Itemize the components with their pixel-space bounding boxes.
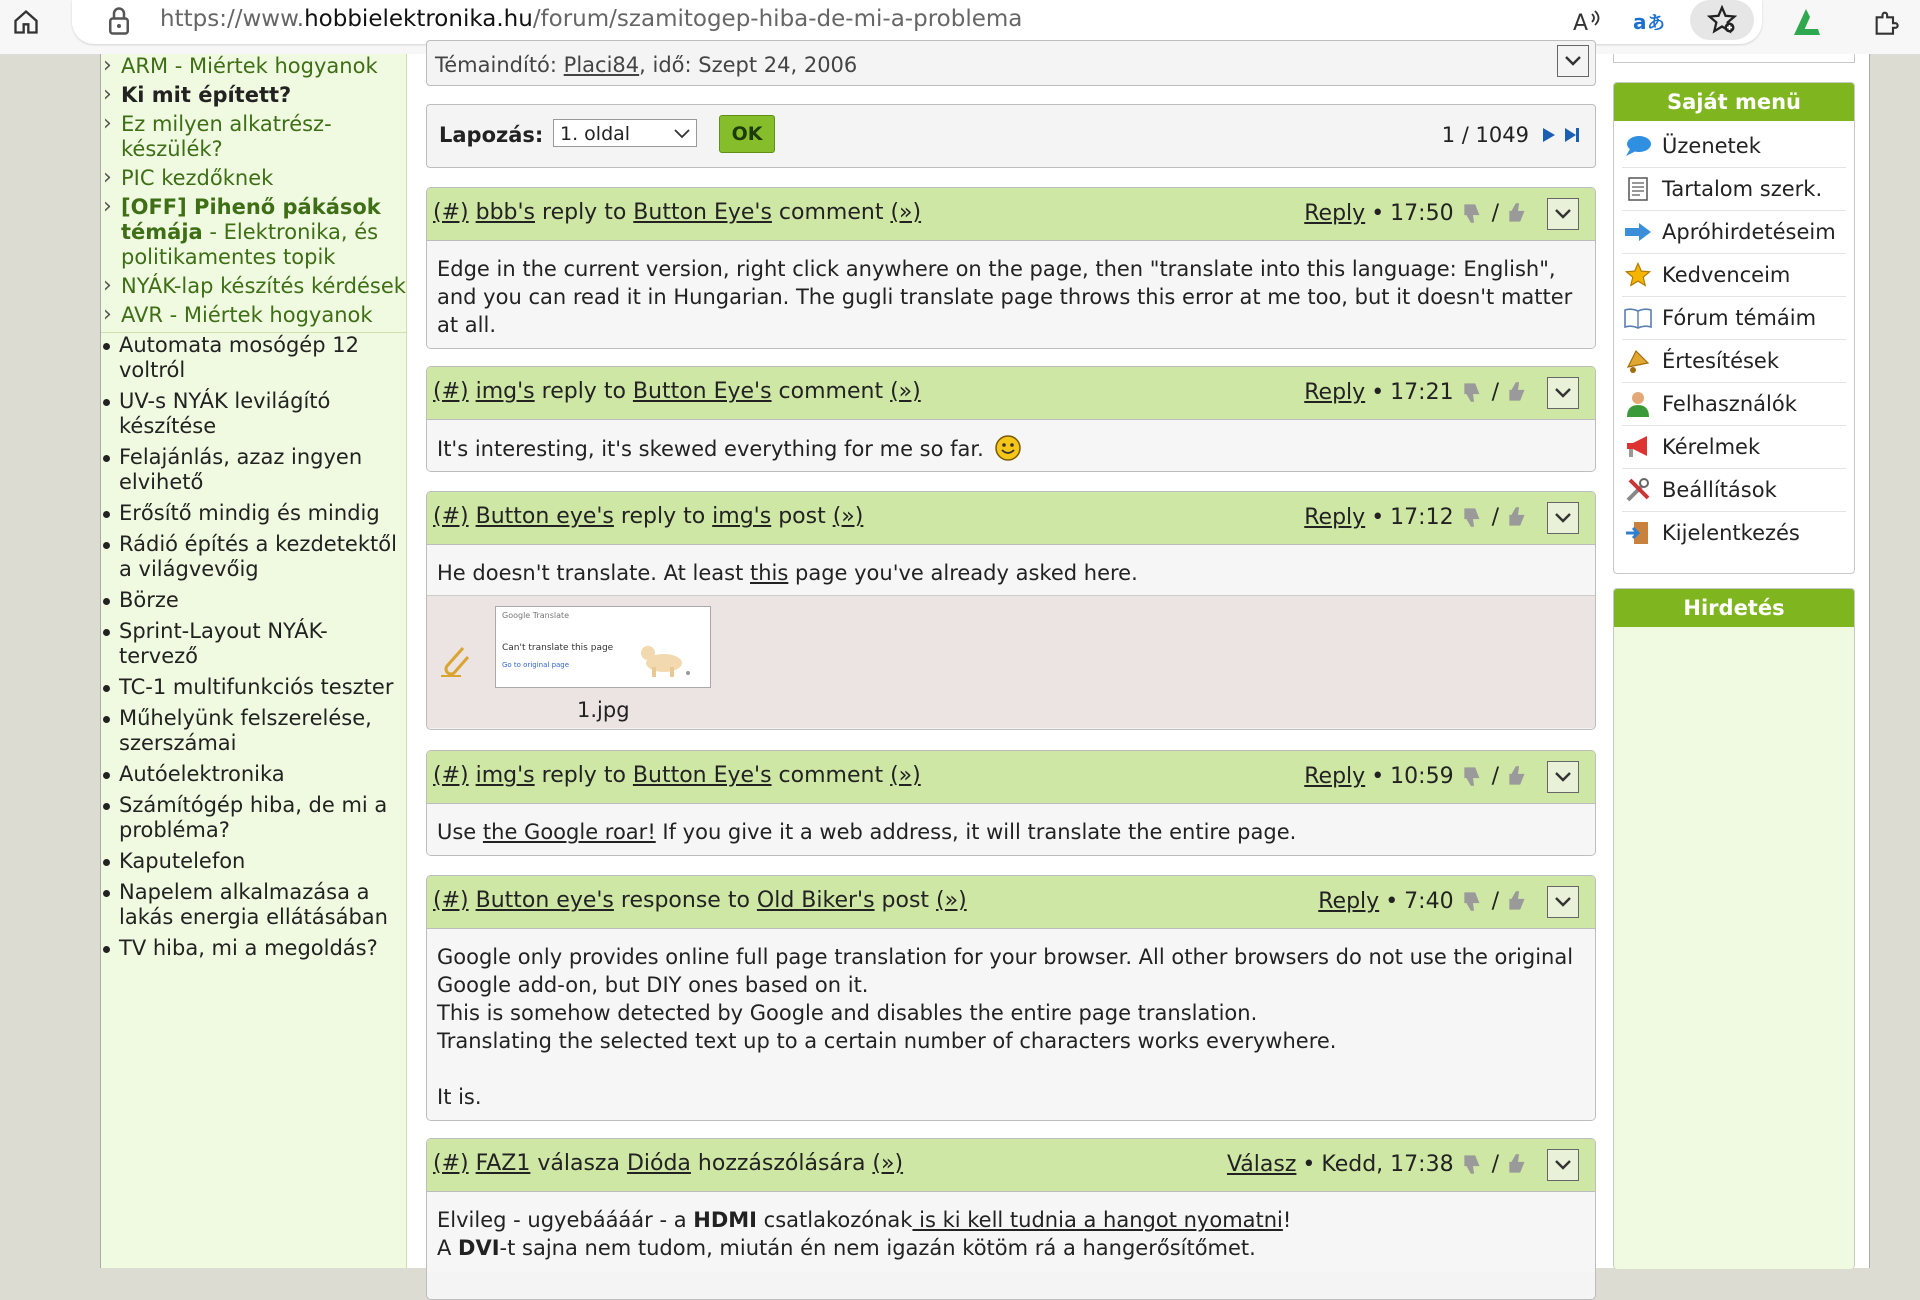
reply-link[interactable]: Reply xyxy=(1318,888,1380,914)
post-author-link[interactable]: FAZ1 xyxy=(475,1151,531,1176)
post-menu-button[interactable] xyxy=(1547,198,1579,230)
separator-dot: • xyxy=(1371,200,1385,226)
post-relation-text: reply to xyxy=(613,504,713,529)
logout-icon xyxy=(1624,519,1652,547)
vote-separator: / xyxy=(1491,200,1499,226)
thumbs-down-icon[interactable] xyxy=(1460,200,1486,226)
recent-topic-item[interactable]: Rádió építés a kezdetektől a világvevőig xyxy=(101,532,406,582)
speech-bubble-icon xyxy=(1624,134,1652,158)
last-page-icon[interactable] xyxy=(1563,127,1581,143)
next-page-icon[interactable] xyxy=(1541,127,1557,143)
thumbs-down-icon[interactable] xyxy=(1460,888,1486,914)
lock-icon[interactable] xyxy=(106,6,132,40)
pager-ok-button[interactable]: OK xyxy=(719,115,775,153)
post xyxy=(426,750,1596,856)
post-target-link[interactable]: Button Eye's xyxy=(632,379,772,404)
document-icon xyxy=(1626,176,1650,202)
post-text: Use xyxy=(437,820,483,844)
menu-item-forum-topics[interactable] xyxy=(1622,297,1846,340)
menu-item-label: Értesítések xyxy=(1662,349,1780,373)
menu-item-requests[interactable] xyxy=(1622,426,1846,469)
thumbnail-text: Can't translate this page xyxy=(502,643,614,653)
chevron-down-icon xyxy=(1554,387,1572,399)
menu-item-label: Kérelmek xyxy=(1662,435,1761,459)
post-target-link[interactable]: Old Biker's xyxy=(756,888,875,913)
thumbs-up-icon[interactable] xyxy=(1505,763,1531,789)
sidebar-top-edge xyxy=(1613,54,1855,63)
svg-text:a: a xyxy=(1633,10,1647,34)
post-parent-link[interactable]: (») xyxy=(890,379,921,404)
post-time: 17:12 xyxy=(1390,504,1454,530)
attachment-area xyxy=(427,595,1595,728)
topic-starter-label: Témaindító: xyxy=(435,53,557,77)
vote-separator: / xyxy=(1491,504,1499,530)
post-text: Translating the selected text up to a certain number of characters works everywhere. xyxy=(437,1029,1337,1053)
topic-item[interactable]: › AVR - Miértek hogyanok xyxy=(101,303,406,328)
tools-icon xyxy=(1624,476,1652,504)
chevron-down-icon xyxy=(1554,1159,1572,1171)
menu-item-label: Üzenetek xyxy=(1662,134,1761,158)
post-permalink[interactable]: (#) xyxy=(433,763,469,788)
star-icon xyxy=(1624,261,1652,289)
menu-item-label: Apróhirdetéseim xyxy=(1662,220,1836,244)
post-time: 17:21 xyxy=(1390,379,1454,405)
post-header xyxy=(427,367,1595,419)
thumbs-up-icon[interactable] xyxy=(1505,379,1531,405)
topic-item[interactable]: › NYÁK-lap készítés kérdések xyxy=(101,274,406,299)
post-relation-text: reply to xyxy=(535,200,634,225)
topic-info-expand-button[interactable] xyxy=(1557,45,1589,77)
post-author-link[interactable]: Button eye's xyxy=(475,888,614,913)
page-select[interactable] xyxy=(553,119,697,147)
separator-dot: • xyxy=(1371,763,1385,789)
post-kind-text: comment xyxy=(771,200,891,225)
thumbs-up-icon[interactable] xyxy=(1505,504,1531,530)
menu-item-content-edit[interactable] xyxy=(1622,168,1846,211)
left-sidebar xyxy=(101,54,407,1268)
ad-panel xyxy=(1613,588,1855,1269)
vote-separator: / xyxy=(1491,379,1499,405)
thumbs-down-icon[interactable] xyxy=(1460,504,1486,530)
menu-item-label: Felhasználók xyxy=(1662,392,1797,416)
reply-link[interactable]: Válasz xyxy=(1226,1151,1297,1177)
post-author-link[interactable]: Button eye's xyxy=(475,504,614,529)
svg-text:A: A xyxy=(1573,11,1589,36)
vote-separator: / xyxy=(1491,763,1499,789)
menu-item-label: Tartalom szerk. xyxy=(1662,177,1823,201)
post-text: It is. xyxy=(437,1085,482,1109)
recent-topic-item[interactable]: Napelem alkalmazása a lakás energia ellátásában xyxy=(101,880,406,930)
post-author-link[interactable]: img's xyxy=(475,763,535,788)
post-body xyxy=(427,240,1595,349)
menu-item-logout[interactable] xyxy=(1622,512,1846,554)
recent-topics-list xyxy=(101,333,406,961)
thumbs-down-icon[interactable] xyxy=(1460,379,1486,405)
post-text: Edge in the current version, right click anywhere on the page, then "translate into this language: English", and you can read it in Hungarian. The gugli translate page throws this error at me too, but it doesn't matter at all. xyxy=(437,257,1573,337)
svg-text:あ: あ xyxy=(1647,13,1665,34)
post-text: Google only provides online full page translation for your browser. All other browsers do not use the original Google add-on, but DIY ones based on it. xyxy=(437,945,1574,997)
own-menu-list xyxy=(1614,121,1854,558)
post xyxy=(426,491,1596,730)
post-header xyxy=(427,876,1595,928)
post-permalink[interactable]: (#) xyxy=(433,1151,469,1176)
post-author-link[interactable]: img's xyxy=(475,379,535,404)
post-author-link[interactable]: bbb's xyxy=(475,200,536,225)
user-icon xyxy=(1625,390,1651,418)
post-menu-button[interactable] xyxy=(1547,886,1579,918)
reply-link[interactable]: Reply xyxy=(1304,504,1366,530)
thumbnail-title: Google Translate xyxy=(502,611,570,620)
post-relation-text: reply to xyxy=(534,763,633,788)
attachment-thumbnail[interactable] xyxy=(495,606,711,688)
post-time: Kedd, 17:38 xyxy=(1321,1151,1454,1177)
recent-topic-item[interactable]: TC-1 multifunkciós teszter xyxy=(101,675,406,700)
post-kind-text: post xyxy=(771,504,833,529)
menu-item-favorites[interactable] xyxy=(1622,254,1846,297)
post-text: This is somehow detected by Google and disables the entire page translation. xyxy=(437,1001,1258,1025)
recent-topic-item[interactable]: Számítógép hiba, de mi a probléma? xyxy=(101,793,406,843)
pager-label: Lapozás: xyxy=(439,123,544,147)
thumbs-down-icon[interactable] xyxy=(1460,763,1486,789)
post-menu-button[interactable] xyxy=(1547,502,1579,534)
topic-item[interactable]: › PIC kezdőknek xyxy=(101,166,406,191)
post-text: It's interesting, it's skewed everything for me so far. xyxy=(437,437,984,461)
topic-item[interactable]: › Ez milyen alkatrész-készülék? xyxy=(101,112,406,162)
recent-topic-item[interactable]: Automata mosógép 12 voltról xyxy=(101,333,406,383)
post-inline-link[interactable]: the Google roar! xyxy=(482,820,656,844)
recent-topic-item[interactable]: Sprint-Layout NYÁK-tervező xyxy=(101,619,406,669)
menu-item-messages[interactable] xyxy=(1622,125,1846,168)
post-permalink[interactable]: (#) xyxy=(433,200,469,225)
home-icon[interactable] xyxy=(6,2,46,42)
post-target-link[interactable]: Button Eye's xyxy=(633,200,772,225)
separator-dot: • xyxy=(1371,504,1385,530)
thumbs-up-icon[interactable] xyxy=(1505,888,1531,914)
post-text: Elvileg - ugyebáááár - a HDMI csatlakozónak is ki kell tudnia a hangot nyomatni! xyxy=(437,1208,1292,1232)
post-time: 17:50 xyxy=(1390,200,1454,226)
thumbs-up-icon[interactable] xyxy=(1505,1151,1531,1177)
post-parent-link[interactable]: (») xyxy=(872,1151,904,1176)
post xyxy=(426,187,1596,349)
post-menu-button[interactable] xyxy=(1547,377,1579,409)
post-parent-link[interactable]: (») xyxy=(890,200,922,225)
post-parent-link[interactable]: (») xyxy=(832,504,864,529)
vote-separator: / xyxy=(1491,1151,1499,1177)
recent-topic-item[interactable]: Börze xyxy=(101,588,406,613)
post-permalink[interactable]: (#) xyxy=(433,888,469,913)
post-menu-button[interactable] xyxy=(1547,761,1579,793)
own-menu-panel xyxy=(1613,82,1855,574)
thumbs-up-icon[interactable] xyxy=(1505,200,1531,226)
post-parent-link[interactable]: (») xyxy=(936,888,967,913)
thumbs-down-icon[interactable] xyxy=(1460,1151,1486,1177)
menu-item-label: Beállítások xyxy=(1662,478,1777,502)
translate-icon[interactable] xyxy=(1630,2,1670,42)
url-text[interactable]: https://www.hobbielektronika.hu/forum/szamitogep-hiba-de-mi-a-problema xyxy=(160,6,1023,32)
recent-topic-item[interactable]: Felajánlás, azaz ingyen elvihető xyxy=(101,445,406,495)
chevron-down-icon xyxy=(1554,771,1572,783)
post-kind-text: post xyxy=(874,888,937,913)
post-header xyxy=(427,492,1595,544)
menu-item-settings[interactable] xyxy=(1622,469,1846,512)
vote-separator: / xyxy=(1491,888,1499,914)
page-frame xyxy=(100,54,1870,1268)
read-aloud-icon[interactable] xyxy=(1568,2,1608,42)
bell-icon xyxy=(1624,347,1652,375)
post-body xyxy=(427,928,1595,1121)
topic-item[interactable]: › Ki mit épített? xyxy=(101,83,406,108)
post-body xyxy=(427,1191,1595,1272)
arrow-right-icon xyxy=(1623,221,1653,243)
post-menu-button[interactable] xyxy=(1547,1149,1579,1181)
chevron-down-icon xyxy=(1554,512,1572,524)
post-target-link[interactable]: img's xyxy=(712,504,772,529)
ad-panel-title: Hirdetés xyxy=(1614,589,1854,627)
post-relation-text: válasza xyxy=(530,1151,627,1176)
post-text: A DVI-t sajna nem tudom, miután én nem igazán kötöm rá a hangerősítőmet. xyxy=(437,1236,1256,1260)
menu-item-users[interactable] xyxy=(1622,383,1846,426)
menu-item-label: Kijelentkezés xyxy=(1662,521,1800,545)
post-target-link[interactable]: Dióda xyxy=(626,1151,691,1176)
topic-item[interactable]: › ARM - Miértek hogyanok xyxy=(101,54,406,79)
reply-link[interactable]: Reply xyxy=(1304,379,1366,405)
page-position: 1 / 1049 xyxy=(1441,123,1529,147)
extension-logo-icon[interactable] xyxy=(1786,2,1826,42)
chevron-down-icon xyxy=(1564,55,1582,67)
post-text: page you've already asked here. xyxy=(788,561,1138,585)
post-kind-text: comment xyxy=(771,379,891,404)
post-header xyxy=(427,188,1595,240)
recent-topic-item[interactable]: Autóelektronika xyxy=(101,762,406,787)
attachment-filename[interactable]: 1.jpg xyxy=(577,698,630,722)
reply-link[interactable]: Reply xyxy=(1304,200,1366,226)
post-header xyxy=(427,1139,1595,1191)
recent-topic-item[interactable]: TV hiba, mi a megoldás? xyxy=(101,936,406,961)
page-select-value: 1. oldal xyxy=(560,123,631,145)
pager-bar xyxy=(426,104,1596,168)
topic-item[interactable]: › [OFF] Pihenő pákások témája - Elektronika, és politikamentes topik xyxy=(101,195,406,270)
post-body xyxy=(427,544,1595,595)
chevron-down-icon xyxy=(674,129,690,139)
smiley-icon xyxy=(994,434,1022,462)
chevron-down-icon xyxy=(1554,208,1572,220)
post xyxy=(426,1138,1596,1300)
recent-topic-item[interactable]: Kaputelefon xyxy=(101,849,406,874)
topic-info-bar xyxy=(426,40,1596,86)
separator-dot: • xyxy=(1302,1151,1316,1177)
recent-topic-item[interactable]: Erősítő mindig és mindig xyxy=(101,501,406,526)
own-menu-title: Saját menü xyxy=(1614,83,1854,121)
separator-dot: • xyxy=(1371,379,1385,405)
megaphone-icon xyxy=(1623,434,1653,460)
post-kind-text: comment xyxy=(771,763,891,788)
address-bar[interactable] xyxy=(72,0,1762,44)
paperclip-icon xyxy=(437,640,473,680)
thumbnail-subtext: Go to original page xyxy=(502,661,570,669)
separator-dot: • xyxy=(1385,888,1399,914)
post-inline-link[interactable]: this xyxy=(750,561,789,585)
extensions-puzzle-icon[interactable] xyxy=(1866,2,1906,42)
post-header xyxy=(427,751,1595,803)
post-text: He doesn't translate. At least xyxy=(437,561,750,585)
post-parent-link[interactable]: (») xyxy=(890,763,921,788)
post-kind-text: hozzászólására xyxy=(690,1151,873,1176)
post-text xyxy=(437,1055,1585,1083)
topic-starter-link[interactable]: Placi84 xyxy=(563,53,640,77)
post-text: If you give it a web address, it will translate the entire page. xyxy=(655,820,1297,844)
favorites-star-icon[interactable] xyxy=(1690,0,1754,40)
post-target-link[interactable]: Button Eye's xyxy=(632,763,772,788)
menu-item-classifieds[interactable] xyxy=(1622,211,1846,254)
post-relation-text: response to xyxy=(613,888,757,913)
post xyxy=(426,366,1596,472)
menu-item-label: Fórum témáim xyxy=(1662,306,1817,330)
dog-illustration-icon xyxy=(636,637,698,679)
post-time: 7:40 xyxy=(1404,888,1454,914)
menu-item-notifications[interactable] xyxy=(1622,340,1846,383)
topic-list xyxy=(101,54,406,333)
post-permalink[interactable]: (#) xyxy=(433,504,469,529)
recent-topic-item[interactable]: Műhelyünk felszerelése, szerszámai xyxy=(101,706,406,756)
post-time: 10:59 xyxy=(1390,763,1454,789)
post-body xyxy=(427,419,1595,472)
post xyxy=(426,875,1596,1121)
recent-topic-item[interactable]: UV-s NYÁK levilágító készítése xyxy=(101,389,406,439)
menu-item-label: Kedvenceim xyxy=(1662,263,1791,287)
post-permalink[interactable]: (#) xyxy=(433,379,469,404)
post-relation-text: reply to xyxy=(534,379,633,404)
post-body xyxy=(427,803,1595,856)
book-icon xyxy=(1623,306,1653,330)
reply-link[interactable]: Reply xyxy=(1304,763,1366,789)
chevron-down-icon xyxy=(1554,896,1572,908)
topic-date: , idő: Szept 24, 2006 xyxy=(639,53,858,77)
